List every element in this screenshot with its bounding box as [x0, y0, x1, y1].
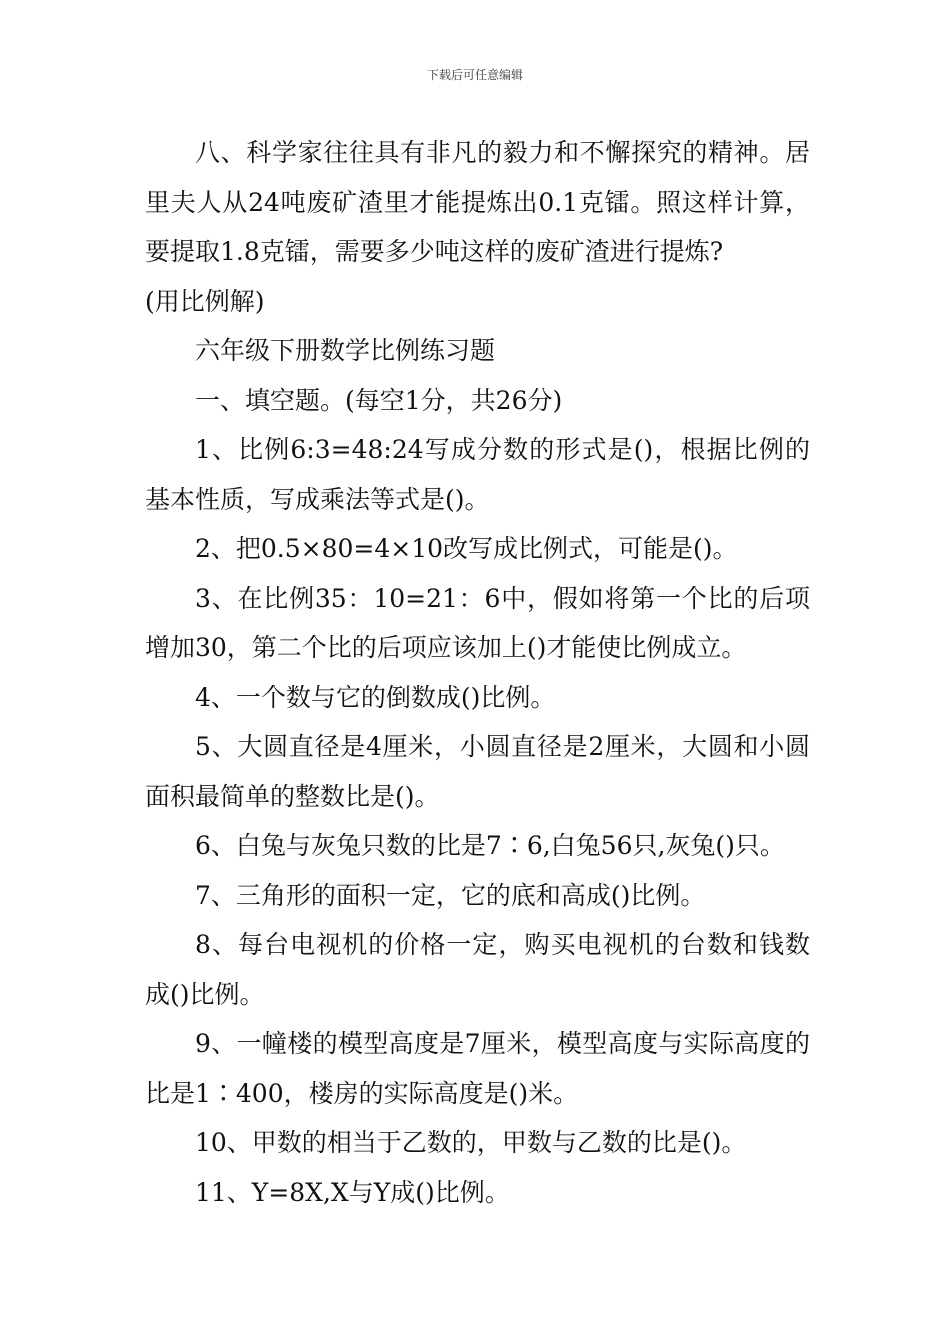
question-5: 5、大圆直径是4厘米，小圆直径是2厘米，大圆和小圆面积最简单的整数比是()。 [145, 732, 810, 811]
question-9: 9、一幢楼的模型高度是7厘米，模型高度与实际高度的比是1∶400，楼房的实际高度是()米。 [145, 1029, 810, 1108]
paragraph-problem-8: 八、科学家往往具有非凡的毅力和不懈探究的精神。居里夫人从24吨废矿渣里才能提炼出0.1克镭。照这样计算，要提取1.8克镭，需要多少吨这样的废矿渣进行提炼? [145, 138, 810, 266]
question-10: 10、甲数的相当于乙数的，甲数与乙数的比是()。 [195, 1128, 747, 1157]
section-heading-fill-blank: 一、填空题。(每空1分，共26分) [195, 385, 563, 415]
paragraph-problem-8-note: (用比例解) [145, 286, 265, 316]
question-3: 3、在比例35：10=21：6中，假如将第一个比的后项增加30，第二个比的后项应该加上()才能使比例成立。 [145, 583, 810, 662]
header-note: 下载后可任意编辑 [426, 68, 523, 82]
question-11: 11、Y=8X,X与Y成()比例。 [195, 1177, 510, 1207]
document-body [145, 128, 810, 1217]
question-2: 2、把0.5×80=4×10改写成比例式，可能是()。 [195, 534, 738, 563]
question-4: 4、一个数与它的倒数成()比例。 [195, 682, 556, 712]
question-6: 6、白兔与灰兔只数的比是7∶6,白兔56只,灰兔()只。 [195, 831, 785, 860]
question-7: 7、三角形的面积一定，它的底和高成()比例。 [195, 880, 706, 910]
section-title: 六年级下册数学比例练习题 [195, 336, 496, 365]
question-1: 1、比例6:3=48:24写成分数的形式是()，根据比例的基本性质，写成乘法等式是()。 [145, 435, 810, 514]
question-8: 8、每台电视机的价格一定，购买电视机的台数和钱数成()比例。 [145, 930, 810, 1009]
